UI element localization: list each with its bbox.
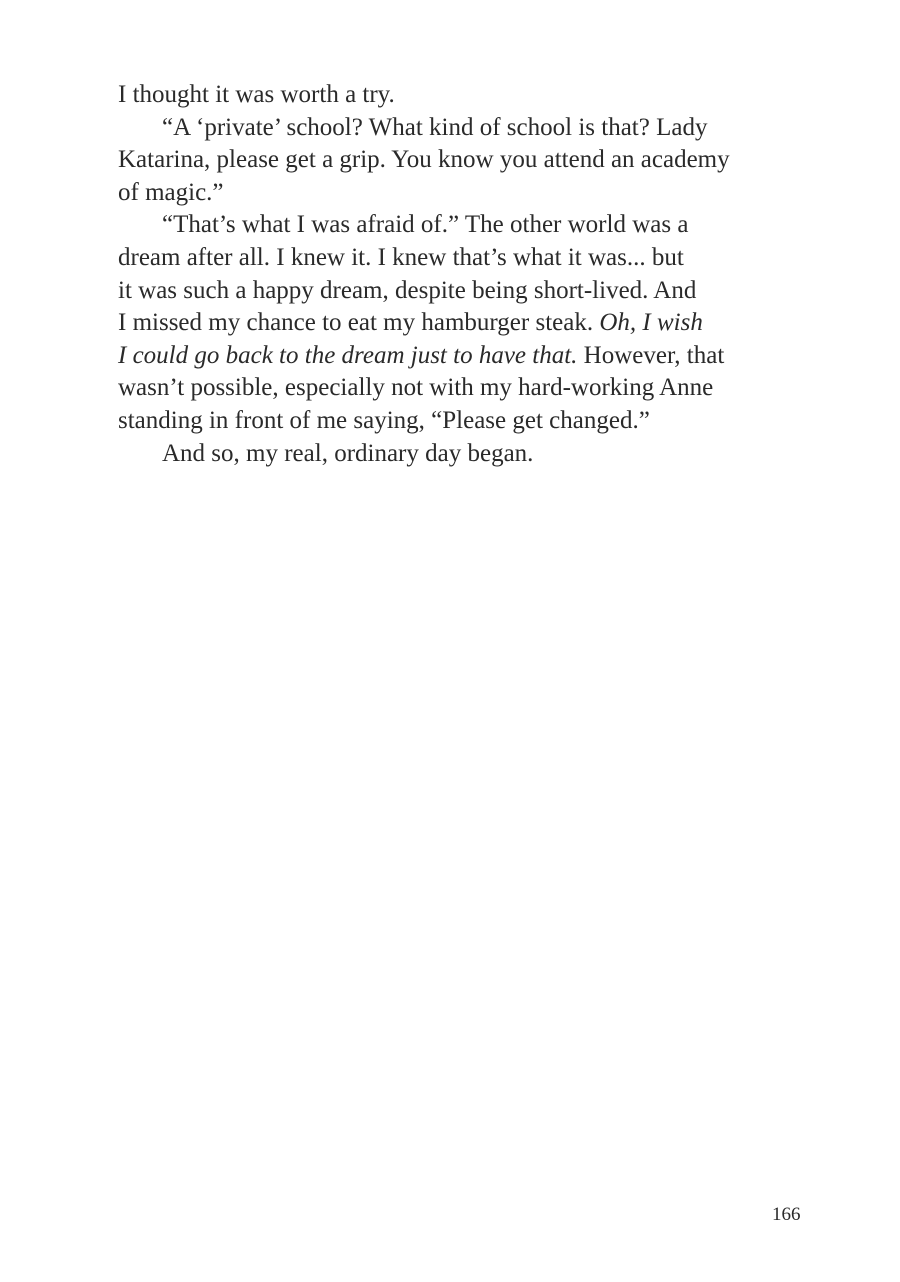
text-line: it was such a happy dream, despite being short-lived. And <box>118 276 697 304</box>
text-line: Katarina, please get a grip. You know you attend an academy <box>118 146 730 174</box>
text-line <box>118 307 818 340</box>
text-segment: However, that <box>577 341 725 369</box>
text-line: I thought it was worth a try. <box>118 81 395 108</box>
italic-thought: I could go back to the dream just to have that. <box>118 341 578 369</box>
text-segment: I missed my chance to eat my hamburger steak. <box>118 309 600 337</box>
page-number: 166 <box>772 1204 801 1225</box>
text-line: standing in front of me saying, “Please get changed.” <box>118 406 650 434</box>
body-text <box>118 79 818 470</box>
text-line <box>118 340 818 373</box>
text-line: dream after all. I knew it. I knew that’s what it was... but <box>118 243 684 271</box>
italic-thought: Oh, I wish <box>599 309 703 337</box>
text-line: And so, my real, ordinary day began. <box>162 439 534 467</box>
text-line: wasn’t possible, especially not with my hard-working Anne <box>118 374 714 402</box>
text-line: “A ‘private’ school? What kind of school is that? Lady <box>162 113 708 141</box>
text-line: of magic.” <box>118 178 224 206</box>
text-line: “That’s what I was afraid of.” The other world was a <box>162 211 689 239</box>
